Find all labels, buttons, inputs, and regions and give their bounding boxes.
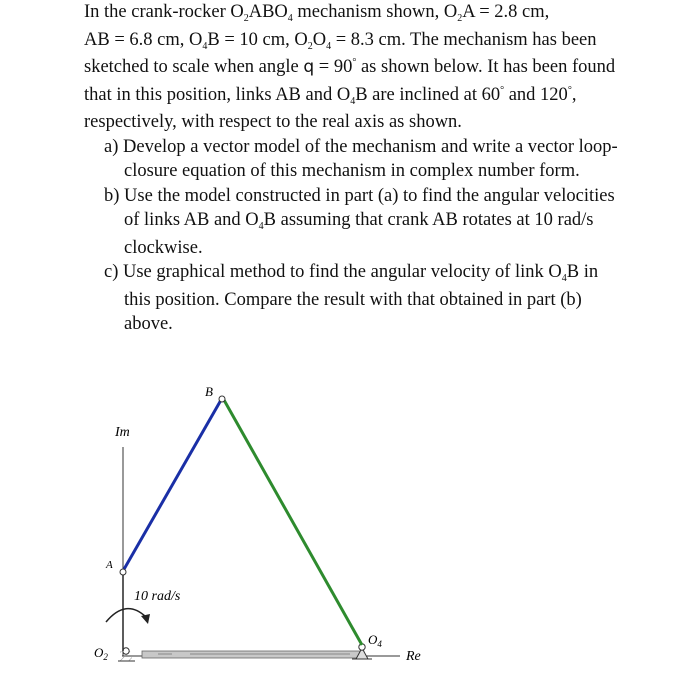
subscript: 2 bbox=[243, 13, 249, 24]
link-o4b bbox=[224, 400, 362, 645]
subscript: 4 bbox=[202, 40, 208, 52]
label-b: B bbox=[205, 384, 213, 399]
intro-text: ABO bbox=[248, 2, 288, 22]
subscript: 4 bbox=[287, 13, 293, 24]
label-o2: $O_2$ bbox=[94, 645, 108, 662]
label-a: A bbox=[106, 559, 113, 571]
label-re: Re bbox=[406, 649, 421, 664]
subscript: 4 bbox=[326, 40, 332, 52]
intro-text: B = 10 cm, O bbox=[207, 29, 308, 50]
intro-text: mechanism shown, O bbox=[292, 2, 458, 22]
part-letter: b) bbox=[104, 185, 120, 206]
intro-text: = 8.3 cm. The mechanism has been sketched to scale when angle bbox=[84, 29, 597, 77]
intro-text: , respectively, with respect to the real axis as shown. bbox=[84, 84, 577, 132]
joint-a bbox=[120, 569, 126, 575]
degree-symbol: ° bbox=[500, 84, 505, 96]
degree-symbol: ° bbox=[352, 57, 357, 68]
subscript: 2 bbox=[457, 13, 463, 24]
clockwise-arrowhead bbox=[141, 614, 150, 624]
theta-symbol: q bbox=[303, 57, 315, 77]
degree-symbol: ° bbox=[567, 84, 572, 96]
label-o4: $O_4$ bbox=[368, 632, 382, 649]
link-ab bbox=[123, 400, 221, 571]
label-im: Im bbox=[115, 425, 130, 440]
intro-text: B are inclined at 60 bbox=[355, 84, 501, 105]
intro-text: O bbox=[312, 29, 327, 50]
part-text: B assuming that crank AB rotates at 10 rad/s clockwise. bbox=[124, 210, 594, 258]
part-letter: a) bbox=[104, 136, 119, 157]
subscript: 4 bbox=[561, 273, 567, 284]
subscript: 4 bbox=[258, 221, 264, 232]
part-letter: c) bbox=[104, 262, 119, 282]
subscript: 2 bbox=[307, 40, 313, 52]
subscript: 4 bbox=[350, 95, 356, 107]
intro-text: = 90 bbox=[314, 57, 353, 77]
joint-b bbox=[219, 396, 225, 402]
label-omega: 10 rad/s bbox=[134, 589, 181, 604]
intro-text: as shown below. It has been found that in this position, links AB and O bbox=[84, 57, 616, 105]
intro-text: and 120 bbox=[504, 84, 568, 105]
intro-text: AB = 6.8 cm, O bbox=[84, 29, 203, 50]
pivot-o2 bbox=[118, 648, 135, 661]
intro-text: In the crank-rocker O bbox=[84, 2, 244, 22]
part-text: Use the model constructed in part (a) to find the angular velocities of links AB and O bbox=[124, 185, 615, 230]
clockwise-arrow bbox=[106, 609, 146, 622]
intro-text: A = 2.8 cm, bbox=[462, 2, 550, 22]
part-text: Use graphical method to find the angular velocity of link O bbox=[123, 262, 562, 282]
part-text: Develop a vector model of the mechanism and write a vector loop-closure equation of this mechanism in complex number form. bbox=[123, 136, 618, 181]
part-text: B in this position. Compare the result with that obtained in part (b) above. bbox=[124, 262, 599, 334]
